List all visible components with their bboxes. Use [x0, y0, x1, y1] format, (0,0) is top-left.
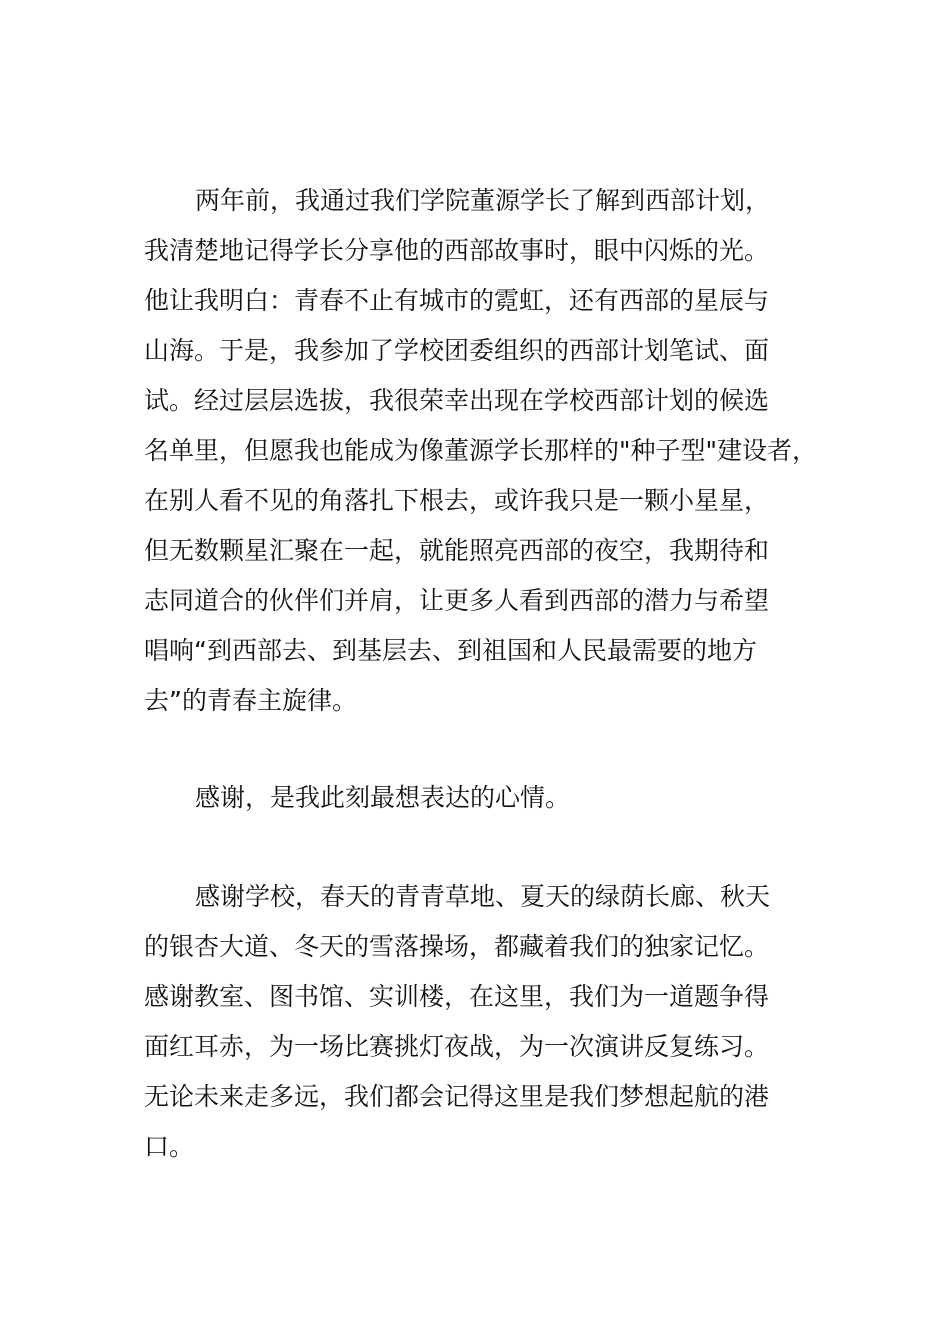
text-line: 感谢教室、图书馆、实训楼，在这里，我们为一道题争得 [144, 982, 770, 1011]
text-line: 在别人看不见的角落扎下根去，或许我只是一颗小星星， [144, 486, 770, 515]
text-line: 他让我明白：青春不止有城市的霓虹，还有西部的星辰与 [144, 286, 770, 315]
text-line: 山海。于是，我参加了学校团委组织的西部计划笔试、面 [144, 336, 770, 365]
text-line: 名单里，但愿我也能成为像董源学长那样的"种子型"建设者， [144, 436, 818, 465]
text-line: 无论未来走多远，我们都会记得这里是我们梦想起航的港 [144, 1082, 770, 1111]
text-line: 口。 [144, 1132, 195, 1161]
text-line: 去”的青春主旋律。 [144, 686, 357, 715]
text-line: 唱响“到西部去、到基层去、到祖国和人民最需要的地方 [144, 636, 757, 665]
paragraph-thanks-intro [144, 773, 844, 823]
paragraph-western-plan [144, 176, 844, 726]
text-line: 感谢，是我此刻最想表达的心情。 [195, 783, 571, 812]
text-line: 试。经过层层选拔，我很荣幸出现在学校西部计划的候选 [144, 386, 770, 415]
text-line: 志同道合的伙伴们并肩，让更多人看到西部的潜力与希望 [144, 586, 770, 615]
paragraph-thanks-school [144, 872, 844, 1172]
text-line: 面红耳赤，为一场比赛挑灯夜战，为一次演讲反复练习。 [144, 1032, 770, 1061]
text-line: 两年前，我通过我们学院董源学长了解到西部计划， [195, 186, 771, 215]
text-line: 的银杏大道、冬天的雪落操场，都藏着我们的独家记忆。 [144, 932, 770, 961]
text-line: 感谢学校，春天的青青草地、夏天的绿荫长廊、秋天 [195, 882, 771, 911]
text-line: 但无数颗星汇聚在一起，就能照亮西部的夜空，我期待和 [144, 536, 770, 565]
text-line: 我清楚地记得学长分享他的西部故事时，眼中闪烁的光。 [144, 236, 770, 265]
